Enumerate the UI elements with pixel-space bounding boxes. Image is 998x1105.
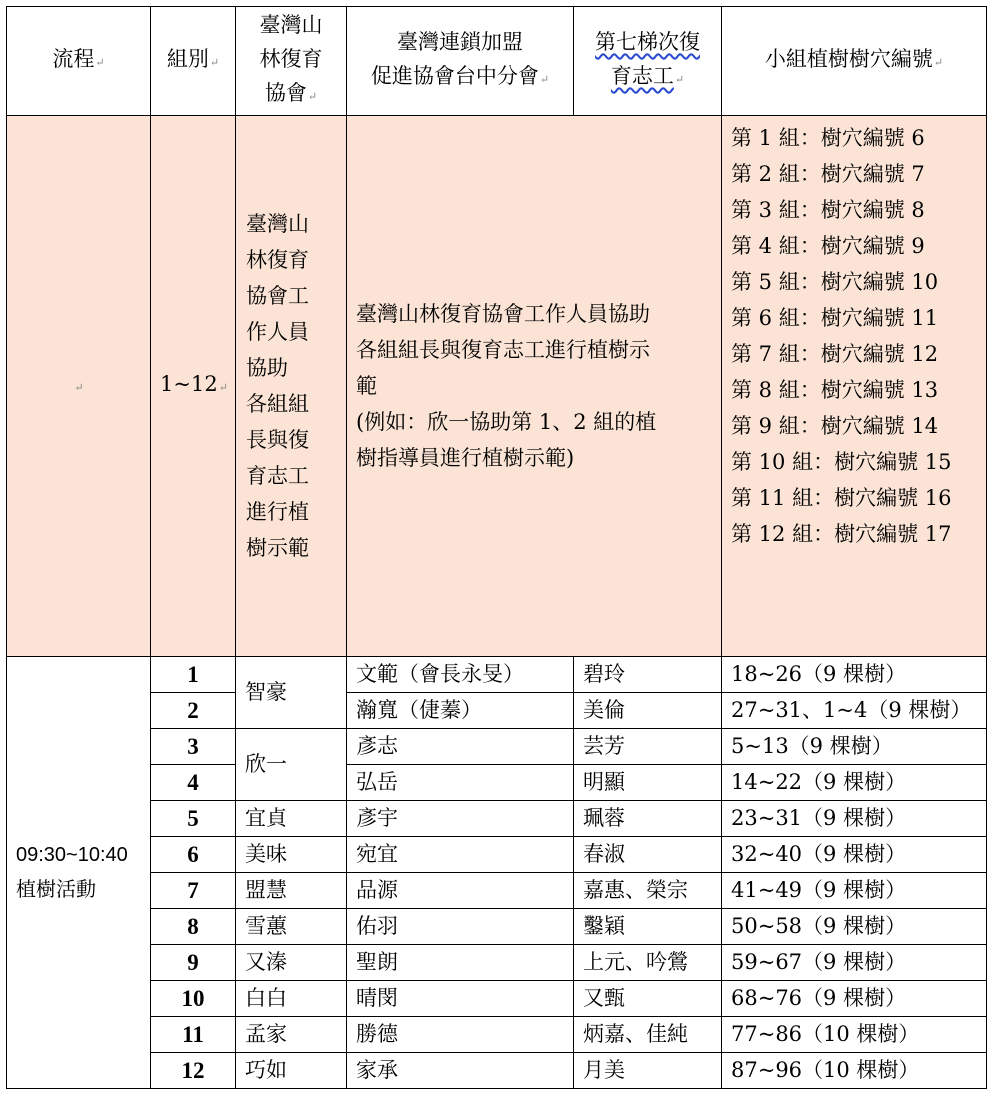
group-org1: 雪蕙 (236, 909, 347, 945)
group-number: 3 (151, 729, 236, 765)
group-number: 7 (151, 873, 236, 909)
group-number: 8 (151, 909, 236, 945)
group-org2: 佑羽 (347, 909, 574, 945)
group-number: 1 (151, 657, 236, 693)
demo-org2-text: 臺灣山林復育協會工作人員協助 各組組長與復育志工進行植樹示 範 (例如：欣一協助第 1、2 組的植 樹指導員進行植樹示範) (347, 116, 722, 657)
group-org2: 瀚寬（倢蓁） (347, 693, 574, 729)
group-volunteer: 明顯 (574, 765, 722, 801)
header-process: 流程↵ (7, 7, 151, 116)
group-holes: 68~76（9 棵樹） (722, 981, 987, 1017)
group-org2: 勝德 (347, 1017, 574, 1053)
schedule-table (6, 6, 987, 1089)
group-org1: 智豪 (236, 657, 347, 729)
group-volunteer: 鑿穎 (574, 909, 722, 945)
group-org1: 美味 (236, 837, 347, 873)
table-row (7, 909, 987, 945)
group-org1: 宜貞 (236, 801, 347, 837)
group-volunteer: 珮蓉 (574, 801, 722, 837)
group-org2: 彥宇 (347, 801, 574, 837)
group-holes: 50~58（9 棵樹） (722, 909, 987, 945)
group-org2: 文範（會長永旻） (347, 657, 574, 693)
group-org2: 品源 (347, 873, 574, 909)
group-number: 4 (151, 765, 236, 801)
group-volunteer: 碧玲 (574, 657, 722, 693)
group-holes: 32~40（9 棵樹） (722, 837, 987, 873)
group-holes: 77~86（10 棵樹） (722, 1017, 987, 1053)
group-holes: 27~31、1~4（9 棵樹） (722, 693, 987, 729)
group-holes: 41~49（9 棵樹） (722, 873, 987, 909)
group-org2: 家承 (347, 1053, 574, 1089)
demo-row (7, 116, 987, 657)
header-org1: 臺灣山林復育協會↵ (236, 7, 347, 116)
group-org2: 宛宜 (347, 837, 574, 873)
group-number: 12 (151, 1053, 236, 1089)
group-holes: 18~26（9 棵樹） (722, 657, 987, 693)
group-holes: 5~13（9 棵樹） (722, 729, 987, 765)
header-row (7, 7, 987, 116)
group-org1: 孟家 (236, 1017, 347, 1053)
group-volunteer: 上元、吟鶯 (574, 945, 722, 981)
group-number: 10 (151, 981, 236, 1017)
group-volunteer: 嘉惠、榮宗 (574, 873, 722, 909)
table-row (7, 801, 987, 837)
demo-holes-list: 第 1 組：樹穴編號 6 第 2 組：樹穴編號 7 第 3 組：樹穴編號 8 第 4 組：樹穴編號 9 第 5 組：樹穴編號 10 第 6 組：樹穴編號 11 第 7 組：樹穴編號 12 第 8 組：樹穴編號 13 第 9 組：樹穴編號 14 第 10 組：樹穴編號 15 第 11 組：樹穴編號 16 第 12 組：樹穴編號 17 (722, 116, 987, 657)
group-org2: 晴閔 (347, 981, 574, 1017)
group-org2: 聖朗 (347, 945, 574, 981)
group-holes: 87~96（10 棵樹） (722, 1053, 987, 1089)
group-org1: 巧如 (236, 1053, 347, 1089)
table-row (7, 765, 987, 801)
group-volunteer: 春淑 (574, 837, 722, 873)
group-org2: 彥志 (347, 729, 574, 765)
demo-org1-text: 臺灣山 林復育 協會工 作人員 協助 各組組 長與復 育志工 進行植 樹示範 (236, 116, 347, 657)
table-row (7, 837, 987, 873)
group-number: 6 (151, 837, 236, 873)
header-group: 組別↵ (151, 7, 236, 116)
group-holes: 23~31（9 棵樹） (722, 801, 987, 837)
demo-group-range: 1~12↵ (151, 116, 236, 657)
group-org1: 盟慧 (236, 873, 347, 909)
activity-cell: 09:30~10:40 植樹活動 (7, 657, 151, 1089)
group-number: 5 (151, 801, 236, 837)
table-row (7, 693, 987, 729)
header-org2: 臺灣連鎖加盟 促進協會台中分會↵ (347, 7, 574, 116)
group-number: 11 (151, 1017, 236, 1053)
header-holes: 小組植樹樹穴編號↵ (722, 7, 987, 116)
group-org1: 欣一 (236, 729, 347, 801)
group-org1: 白白 (236, 981, 347, 1017)
group-org2: 弘岳 (347, 765, 574, 801)
table-row (7, 945, 987, 981)
group-holes: 59~67（9 棵樹） (722, 945, 987, 981)
group-volunteer: 美倫 (574, 693, 722, 729)
group-volunteer: 炳嘉、佳純 (574, 1017, 722, 1053)
group-holes: 14~22（9 棵樹） (722, 765, 987, 801)
table-row (7, 729, 987, 765)
group-volunteer: 又甄 (574, 981, 722, 1017)
demo-process-cell: ↵ (7, 116, 151, 657)
table-row (7, 1053, 987, 1089)
header-volunteers: 第七梯次復育志工↵ (574, 7, 722, 116)
group-org1: 又溱 (236, 945, 347, 981)
table-row (7, 873, 987, 909)
table-row (7, 657, 987, 693)
group-number: 9 (151, 945, 236, 981)
group-number: 2 (151, 693, 236, 729)
table-row (7, 981, 987, 1017)
group-volunteer: 月美 (574, 1053, 722, 1089)
table-row (7, 1017, 987, 1053)
group-volunteer: 芸芳 (574, 729, 722, 765)
